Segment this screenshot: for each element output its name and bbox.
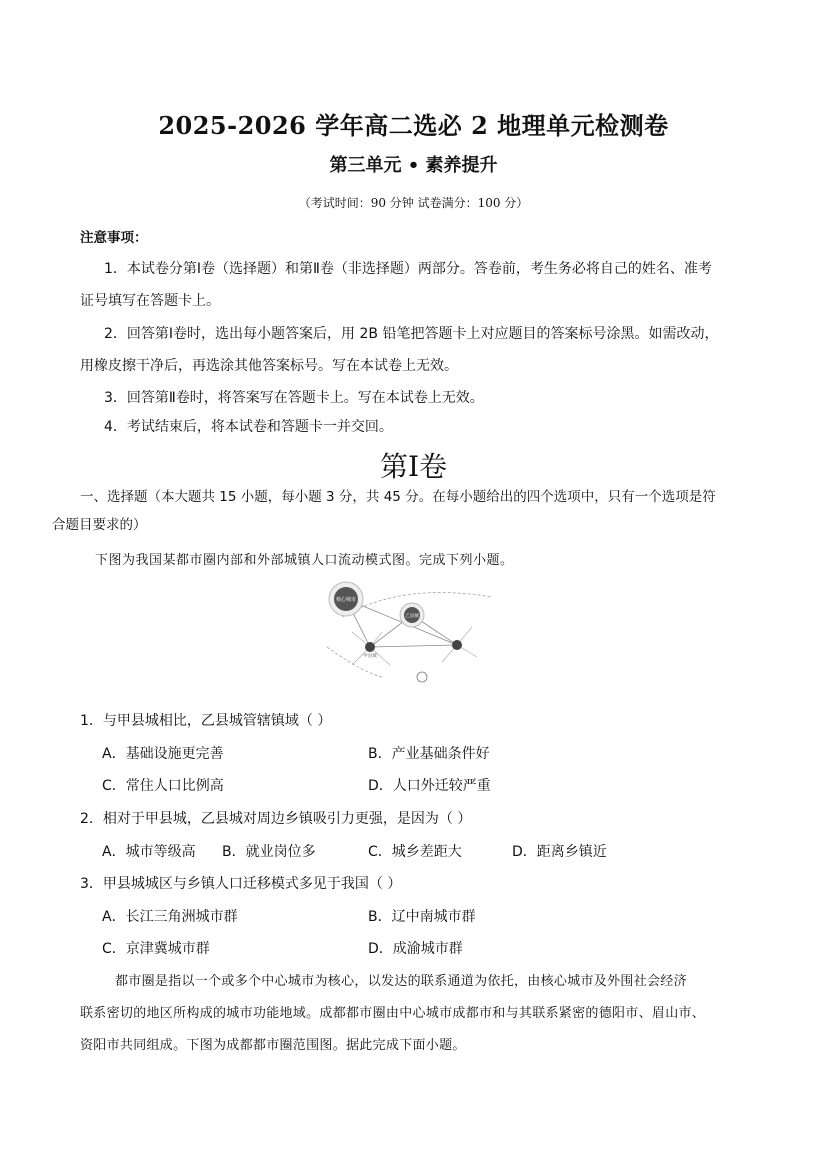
q3-option-d[interactable]: D．成渝城市群 (368, 941, 463, 957)
passage-2-line-1: 都市圈是指以一个或多个中心城市为核心，以发达的联系通道为依托，由核心城市及外围社会经济 (115, 974, 687, 989)
q2-option-c[interactable]: C．城乡差距大 (368, 844, 462, 860)
page-title: 2025-2026 学年高二选必 2 地理单元检测卷 (158, 111, 669, 140)
q1-option-c[interactable]: C．常住人口比例高 (102, 778, 224, 794)
notice-item-4: 4．考试结束后，将本试卷和答题卡一并交回。 (104, 419, 393, 435)
q1-option-a[interactable]: A．基础设施更完善 (102, 746, 224, 762)
legend-marker (417, 672, 427, 682)
notice-title: 注意事项： (80, 230, 148, 246)
question-2-stem: 2．相对于甲县城，乙县城对周边乡镇吸引力更强，是因为（ ） (80, 811, 472, 827)
q2-option-d[interactable]: D．距离乡镇近 (512, 844, 607, 860)
q3-option-a[interactable]: A．长江三角洲城市群 (102, 909, 238, 925)
section-heading: 第Ⅰ卷 (379, 450, 448, 483)
passage-1: 下图为我国某都市圈内部和外部城镇人口流动模式图。完成下列小题。 (95, 553, 514, 568)
q3-option-b[interactable]: B．辽中南城市群 (368, 909, 476, 925)
county-node (452, 640, 462, 650)
county-yi-label: 乙县城 (405, 614, 419, 619)
population-flow-figure (322, 577, 497, 695)
section-instruction-cont: 合题目要求的） (52, 517, 147, 533)
question-3-stem: 3．甲县城城区与乡镇人口迁移模式多见于我国（ ） (80, 876, 402, 892)
county-jia-node (365, 642, 375, 652)
notice-item-1: 1．本试卷分第Ⅰ卷（选择题）和第Ⅱ卷（非选择题）两部分。答卷前，考生务必将自己的姓名、准考 (104, 261, 712, 277)
notice-item-2-cont: 用橡皮擦干净后，再选涂其他答案标号。写在本试卷上无效。 (80, 358, 458, 374)
passage-2-line-2: 联系密切的地区所构成的城市功能地域。成都都市圈由中心城市成都市和与其联系紧密的德阳市、眉山市、 (80, 1006, 706, 1021)
notice-item-1-cont: 证号填写在答题卡上。 (80, 293, 220, 309)
q2-option-a[interactable]: A．城市等级高 (102, 844, 196, 860)
notice-item-2: 2．回答第Ⅰ卷时，选出每小题答案后，用 2B 铅笔把答题卡上对应题目的答案标号涂黑。如需改动， (104, 326, 719, 342)
exam-info: （考试时间：90 分钟 试卷满分：100 分） (298, 196, 529, 210)
unit-subtitle: 第三单元 • 素养提升 (329, 155, 498, 176)
core-city-label: 核心城市 (335, 597, 357, 603)
county-jia-label: 甲县城 (363, 654, 377, 659)
question-1-stem: 1．与甲县城相比，乙县城管辖镇域（ ） (80, 713, 332, 729)
q1-option-b[interactable]: B．产业基础条件好 (368, 746, 490, 762)
passage-2-line-3: 资阳市共同组成。下图为成都都市圈范围图。据此完成下面小题。 (80, 1038, 466, 1053)
section-instruction: 一、选择题（本大题共 15 小题，每小题 3 分，共 45 分。在每小题给出的四个选项中，只有一个选项是符 (80, 489, 716, 505)
q1-option-d[interactable]: D．人口外迁较严重 (368, 778, 491, 794)
q2-option-b[interactable]: B．就业岗位多 (222, 844, 316, 860)
q3-option-c[interactable]: C．京津冀城市群 (102, 941, 210, 957)
notice-item-3: 3．回答第Ⅱ卷时，将答案写在答题卡上。写在本试卷上无效。 (104, 390, 484, 406)
